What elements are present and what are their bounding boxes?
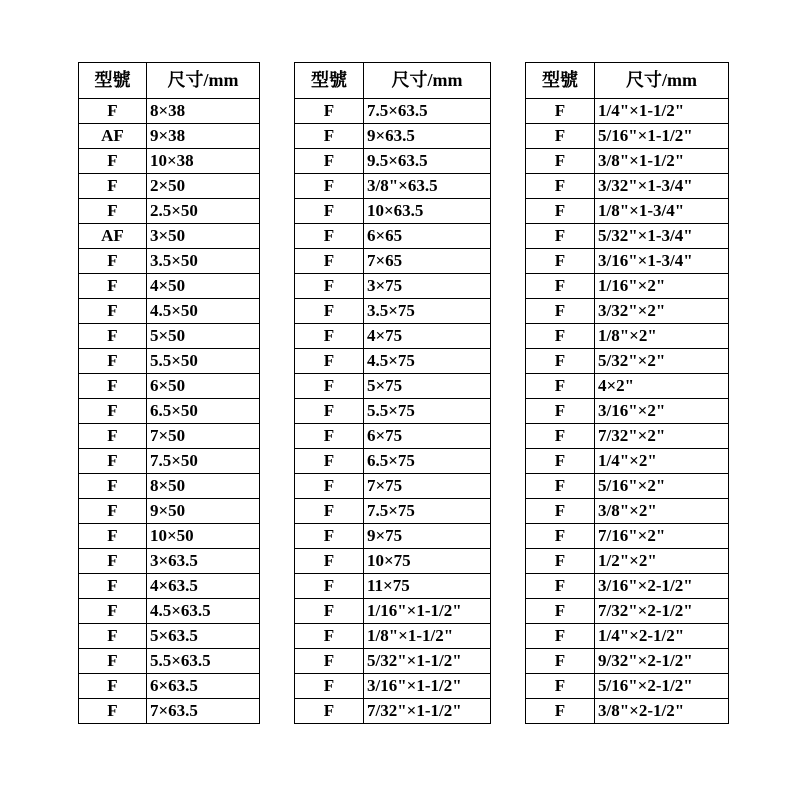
cell-type: F [526, 149, 595, 174]
table-row [526, 299, 729, 324]
cell-size: 9/32"×2-1/2" [595, 649, 729, 674]
cell-type: F [526, 574, 595, 599]
cell-size: 5/16"×2-1/2" [595, 674, 729, 699]
cell-size: 3/16"×1-1/2" [364, 674, 491, 699]
cell-type: F [295, 374, 364, 399]
cell-size: 3×63.5 [147, 549, 260, 574]
cell-size: 5×63.5 [147, 624, 260, 649]
cell-size: 10×75 [364, 549, 491, 574]
cell-type: F [526, 674, 595, 699]
cell-size: 10×63.5 [364, 199, 491, 224]
table-row [526, 199, 729, 224]
table-row [526, 449, 729, 474]
cell-size: 7×65 [364, 249, 491, 274]
cell-size: 1/8"×1-1/2" [364, 624, 491, 649]
cell-type: F [79, 324, 147, 349]
cell-type: F [79, 524, 147, 549]
cell-type: F [79, 374, 147, 399]
cell-type: F [79, 99, 147, 124]
cell-type: F [526, 424, 595, 449]
cell-size: 6×63.5 [147, 674, 260, 699]
table-row [79, 524, 260, 549]
cell-size: 9×63.5 [364, 124, 491, 149]
cell-type: F [79, 299, 147, 324]
spec-table-2 [294, 62, 491, 724]
cell-type: F [295, 349, 364, 374]
cell-type: F [79, 549, 147, 574]
cell-size: 3/8"×1-1/2" [595, 149, 729, 174]
cell-size: 9×75 [364, 524, 491, 549]
cell-type: F [295, 549, 364, 574]
table-row [79, 324, 260, 349]
cell-size: 4×2" [595, 374, 729, 399]
cell-type: F [526, 99, 595, 124]
column-header-type: 型號 [526, 63, 595, 99]
cell-size: 6.5×75 [364, 449, 491, 474]
cell-size: 7×50 [147, 424, 260, 449]
cell-type: F [295, 649, 364, 674]
cell-size: 6.5×50 [147, 399, 260, 424]
cell-type: F [295, 199, 364, 224]
cell-size: 1/4"×1-1/2" [595, 99, 729, 124]
cell-type: F [295, 124, 364, 149]
table-row [295, 249, 491, 274]
cell-size: 9×50 [147, 499, 260, 524]
cell-type: F [79, 149, 147, 174]
table-row [79, 499, 260, 524]
cell-type: F [526, 174, 595, 199]
cell-type: F [79, 349, 147, 374]
column-header-size: 尺寸/mm [595, 63, 729, 99]
cell-size: 2.5×50 [147, 199, 260, 224]
cell-size: 1/4"×2-1/2" [595, 624, 729, 649]
table-row [79, 549, 260, 574]
table-row [526, 649, 729, 674]
table-row [526, 399, 729, 424]
table-row [295, 349, 491, 374]
table-row [79, 224, 260, 249]
table-row [526, 149, 729, 174]
cell-type: F [295, 274, 364, 299]
table-row [79, 274, 260, 299]
cell-type: F [526, 499, 595, 524]
cell-size: 6×50 [147, 374, 260, 399]
cell-type: F [295, 449, 364, 474]
table-row [295, 574, 491, 599]
cell-size: 10×38 [147, 149, 260, 174]
table-row [526, 174, 729, 199]
cell-type: F [79, 699, 147, 724]
cell-size: 6×75 [364, 424, 491, 449]
cell-size: 1/2"×2" [595, 549, 729, 574]
cell-type: F [526, 449, 595, 474]
cell-type: F [79, 674, 147, 699]
cell-size: 5/32"×1-1/2" [364, 649, 491, 674]
table-row [79, 449, 260, 474]
table-row [79, 424, 260, 449]
table-row [295, 699, 491, 724]
table-row [295, 449, 491, 474]
cell-type: F [79, 449, 147, 474]
cell-type: F [526, 699, 595, 724]
cell-type: F [295, 249, 364, 274]
cell-size: 3/32"×1-3/4" [595, 174, 729, 199]
column-header-type: 型號 [295, 63, 364, 99]
table-body [79, 99, 260, 724]
cell-type: F [526, 199, 595, 224]
cell-size: 6×65 [364, 224, 491, 249]
table-header-row [526, 63, 729, 99]
cell-size: 5×75 [364, 374, 491, 399]
cell-type: F [526, 549, 595, 574]
table-row [79, 574, 260, 599]
cell-type: F [79, 399, 147, 424]
cell-size: 3/16"×2" [595, 399, 729, 424]
table-row [79, 599, 260, 624]
table-row [526, 699, 729, 724]
cell-size: 7×63.5 [147, 699, 260, 724]
cell-type: F [295, 499, 364, 524]
cell-size: 3/8"×63.5 [364, 174, 491, 199]
cell-size: 1/8"×1-3/4" [595, 199, 729, 224]
cell-size: 5×50 [147, 324, 260, 349]
table-header-row [295, 63, 491, 99]
cell-size: 5/16"×1-1/2" [595, 124, 729, 149]
cell-type: F [295, 224, 364, 249]
cell-type: F [79, 574, 147, 599]
cell-type: F [526, 399, 595, 424]
cell-type: F [79, 474, 147, 499]
cell-size: 7/16"×2" [595, 524, 729, 549]
cell-size: 11×75 [364, 574, 491, 599]
table-row [295, 599, 491, 624]
cell-size: 3.5×75 [364, 299, 491, 324]
cell-size: 3.5×50 [147, 249, 260, 274]
cell-type: F [526, 524, 595, 549]
cell-size: 7/32"×2" [595, 424, 729, 449]
table-row [295, 624, 491, 649]
cell-size: 1/8"×2" [595, 324, 729, 349]
cell-type: F [295, 299, 364, 324]
table-row [295, 324, 491, 349]
table-row [295, 99, 491, 124]
table-row [295, 674, 491, 699]
table-row [526, 349, 729, 374]
table-row [295, 649, 491, 674]
table-row [526, 524, 729, 549]
table-row [295, 199, 491, 224]
table-row [295, 124, 491, 149]
table-row [295, 149, 491, 174]
table-row [526, 499, 729, 524]
spec-table-1 [78, 62, 260, 724]
table-row [79, 124, 260, 149]
table-row [295, 524, 491, 549]
cell-type: F [79, 274, 147, 299]
table-row [526, 224, 729, 249]
cell-type: F [79, 424, 147, 449]
cell-size: 3/8"×2-1/2" [595, 699, 729, 724]
cell-type: F [526, 324, 595, 349]
cell-type: F [79, 174, 147, 199]
cell-type: F [79, 599, 147, 624]
table-row [295, 549, 491, 574]
cell-type: F [79, 624, 147, 649]
cell-size: 5/32"×2" [595, 349, 729, 374]
cell-size: 4.5×63.5 [147, 599, 260, 624]
cell-type: F [526, 649, 595, 674]
cell-type: F [295, 174, 364, 199]
cell-size: 4.5×50 [147, 299, 260, 324]
cell-type: F [526, 349, 595, 374]
cell-type: AF [79, 124, 147, 149]
table-row [295, 174, 491, 199]
cell-size: 7×75 [364, 474, 491, 499]
cell-type: F [295, 674, 364, 699]
cell-type: F [526, 124, 595, 149]
cell-type: F [79, 249, 147, 274]
table-row [79, 474, 260, 499]
cell-type: AF [79, 224, 147, 249]
table-row [526, 99, 729, 124]
table-row [526, 674, 729, 699]
cell-size: 7.5×75 [364, 499, 491, 524]
table-row [526, 374, 729, 399]
cell-type: F [79, 649, 147, 674]
cell-size: 10×50 [147, 524, 260, 549]
column-header-type: 型號 [79, 63, 147, 99]
table-row [79, 649, 260, 674]
cell-type: F [526, 599, 595, 624]
table-row [526, 124, 729, 149]
cell-size: 9.5×63.5 [364, 149, 491, 174]
cell-size: 1/16"×1-1/2" [364, 599, 491, 624]
table-row [526, 599, 729, 624]
cell-size: 2×50 [147, 174, 260, 199]
table-header-row [79, 63, 260, 99]
cell-type: F [295, 149, 364, 174]
cell-size: 1/4"×2" [595, 449, 729, 474]
cell-size: 7/32"×1-1/2" [364, 699, 491, 724]
table-body [526, 99, 729, 724]
cell-size: 7.5×63.5 [364, 99, 491, 124]
table-row [526, 274, 729, 299]
cell-type: F [295, 699, 364, 724]
table-row [526, 424, 729, 449]
cell-type: F [526, 624, 595, 649]
cell-size: 4×50 [147, 274, 260, 299]
table-row [526, 324, 729, 349]
cell-size: 4×63.5 [147, 574, 260, 599]
cell-size: 5.5×75 [364, 399, 491, 424]
cell-size: 7/32"×2-1/2" [595, 599, 729, 624]
table-row [79, 299, 260, 324]
cell-type: F [526, 374, 595, 399]
cell-size: 4×75 [364, 324, 491, 349]
cell-size: 3×75 [364, 274, 491, 299]
cell-size: 3/16"×2-1/2" [595, 574, 729, 599]
column-header-size: 尺寸/mm [147, 63, 260, 99]
cell-type: F [295, 424, 364, 449]
table-row [295, 474, 491, 499]
table-row [79, 624, 260, 649]
table-row [79, 699, 260, 724]
cell-type: F [79, 499, 147, 524]
cell-type: F [295, 399, 364, 424]
table-row [526, 549, 729, 574]
cell-type: F [295, 574, 364, 599]
cell-size: 5/16"×2" [595, 474, 729, 499]
table-row [295, 374, 491, 399]
table-row [79, 199, 260, 224]
table-row [79, 149, 260, 174]
cell-type: F [79, 199, 147, 224]
cell-type: F [295, 99, 364, 124]
cell-type: F [295, 599, 364, 624]
table-row [295, 224, 491, 249]
cell-size: 3/8"×2" [595, 499, 729, 524]
cell-type: F [526, 224, 595, 249]
cell-size: 5.5×63.5 [147, 649, 260, 674]
cell-type: F [295, 624, 364, 649]
cell-type: F [295, 524, 364, 549]
cell-size: 8×50 [147, 474, 260, 499]
table-row [295, 274, 491, 299]
cell-size: 4.5×75 [364, 349, 491, 374]
cell-type: F [295, 324, 364, 349]
cell-size: 3×50 [147, 224, 260, 249]
table-row [79, 99, 260, 124]
cell-size: 1/16"×2" [595, 274, 729, 299]
table-row [79, 249, 260, 274]
table-row [295, 499, 491, 524]
table-row [79, 399, 260, 424]
table-row [79, 674, 260, 699]
cell-type: F [526, 249, 595, 274]
table-row [295, 399, 491, 424]
table-body [295, 99, 491, 724]
cell-size: 7.5×50 [147, 449, 260, 474]
table-row [295, 299, 491, 324]
cell-size: 5.5×50 [147, 349, 260, 374]
cell-size: 8×38 [147, 99, 260, 124]
cell-size: 3/32"×2" [595, 299, 729, 324]
table-row [526, 624, 729, 649]
column-header-size: 尺寸/mm [364, 63, 491, 99]
table-row [526, 249, 729, 274]
table-row [79, 174, 260, 199]
cell-size: 5/32"×1-3/4" [595, 224, 729, 249]
cell-size: 9×38 [147, 124, 260, 149]
cell-type: F [526, 474, 595, 499]
spec-table-3 [525, 62, 729, 724]
cell-type: F [526, 299, 595, 324]
table-row [526, 474, 729, 499]
table-row [79, 349, 260, 374]
cell-type: F [295, 474, 364, 499]
cell-type: F [526, 274, 595, 299]
table-row [295, 424, 491, 449]
table-row [79, 374, 260, 399]
table-row [526, 574, 729, 599]
cell-size: 3/16"×1-3/4" [595, 249, 729, 274]
